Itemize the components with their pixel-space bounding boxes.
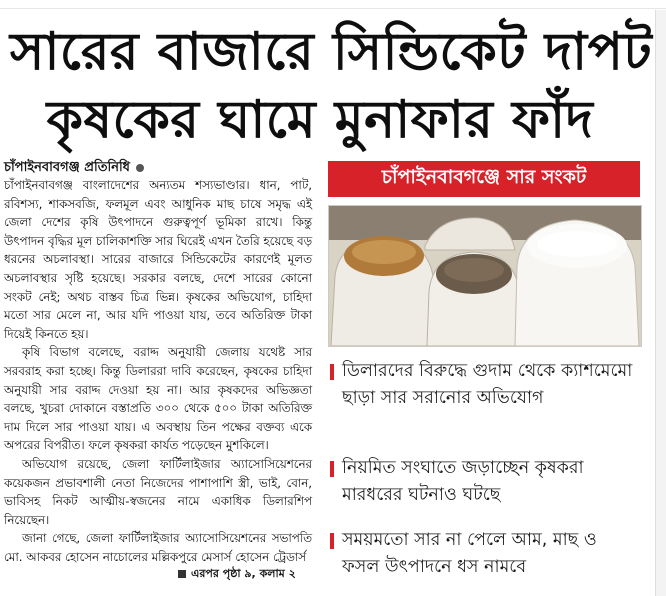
subhead-bar-icon bbox=[330, 533, 334, 549]
headline-line-2: কৃষকের ঘামে মুনাফার ফাঁদ bbox=[46, 90, 594, 150]
byline-dot-icon bbox=[136, 164, 144, 172]
subhead-3-text: সময়মতো সার না পেলে আম, মাছ ও ফসল উৎপাদনে ধস নামবে bbox=[342, 530, 597, 577]
fertilizer-sacks-photo bbox=[328, 205, 642, 347]
body-paragraph-4: জানা গেছে, জেলা ফার্টিলাইজার অ্যাসোসিয়েশনের সভাপতি মো. আকবর হোসেন নাচোলের মল্লিকপুরে মেসার্স হোসেন ট্রেডার্স bbox=[4, 531, 312, 564]
top-strip bbox=[0, 0, 666, 9]
continuation-text: এরপর পৃষ্ঠা ৯, কলাম ২ bbox=[191, 567, 296, 580]
subhead-2 bbox=[330, 455, 638, 509]
body-paragraph-1: চাঁপাইনবাবগঞ্জ বাংলাদেশের অন্যতম শস্যভাণ্ডার। ধান, পাট, রবিশস্য, শাকসবজি, ফলমূল এবং আধুনিক মাছ চাষে সমৃদ্ধ এই জেলা দেশের কৃষি উৎপাদনে গুরুত্বপূর্ণ ভূমিকা রাখে। কিন্তু উৎপাদন বৃদ্ধির মূল চালিকাশক্তি সার ঘিরেই এখন তৈরি হয়েছে বড় ধরনের অচলাবস্থা। সারের বাজারে সিন্ডিকেটের কারণেই মূলত অচলাবস্থার সৃষ্টি হয়েছে। সরকার বলছে, দেশে সারের কোনো সংকট নেই; অথচ বাস্তব চিত্র ভিন্ন। কৃষকের অভিযোগ, চাহিদা মতো সার মেলে না, আর যদি পাওয়া যায়, তবে অতিরিক্ত টাকা দিয়েই কিনতে হয়। bbox=[4, 178, 312, 341]
subhead-bar-icon bbox=[330, 364, 334, 380]
continuation-note bbox=[178, 565, 296, 584]
subhead-1 bbox=[330, 358, 638, 412]
article-body bbox=[4, 176, 312, 566]
subhead-bar-icon bbox=[330, 461, 334, 477]
square-bullet-icon bbox=[178, 570, 186, 578]
subhead-3 bbox=[330, 527, 638, 581]
sacks-illustration bbox=[329, 206, 641, 346]
byline-text: চাঁপাইনবাবগঞ্জ প্রতিনিধি bbox=[4, 160, 130, 175]
headline-line-1: সারের বাজারে সিন্ডিকেট দাপট bbox=[10, 22, 653, 82]
subhead-1-text: ডিলারদের বিরুদ্ধে গুদাম থেকে ক্যাশমেমো ছাড়া সার সরানোর অভিযোগ bbox=[342, 361, 633, 408]
body-paragraph-2: কৃষি বিভাগ বলেছে, বরাদ্দ অনুযায়ী জেলায় যথেষ্ট সার সরবরাহ করা হচ্ছে। কিন্তু ডিলাররা দাবি করেছেন, কৃষকের চাহিদা অনুযায়ী সার বরাদ্দ দেওয়া হয় না। আর কৃষকদের অভিজ্ঞতা বলছে, খুচরা দোকানে বস্তাপ্রতি ৩০০ থেকে ৫০০ টাকা অতিরিক্ত দাম দিলে সার পাওয়া যায়। এ অবস্থায় তিন পক্ষের বক্তব্য একে অপরের বিপরীত। ফলে কৃষকরা কার্যত পড়েছেন মুশকিলে। bbox=[4, 345, 312, 453]
section-banner bbox=[328, 161, 640, 197]
banner-text: চাঁপাইনবাবগঞ্জে সার সংকট bbox=[381, 166, 587, 188]
adjacent-column-edge bbox=[655, 10, 666, 596]
body-paragraph-3: অভিযোগ রয়েছে, জেলা ফার্টিলাইজার অ্যাসোসিয়েশনের কয়েকজন প্রভাবশালী নেতা নিজেদের পাশাপাশি স্ত্রী, ভাই, বোন, ভাবিসহ নিকট আত্মীয়-স্বজনের নামে একাধিক ডিলারশিপ নিয়েছেন। bbox=[4, 456, 312, 527]
subhead-2-text: নিয়মিত সংঘাতে জড়াচ্ছেন কৃষকরা মারধরের ঘটনাও ঘটছে bbox=[342, 458, 584, 505]
